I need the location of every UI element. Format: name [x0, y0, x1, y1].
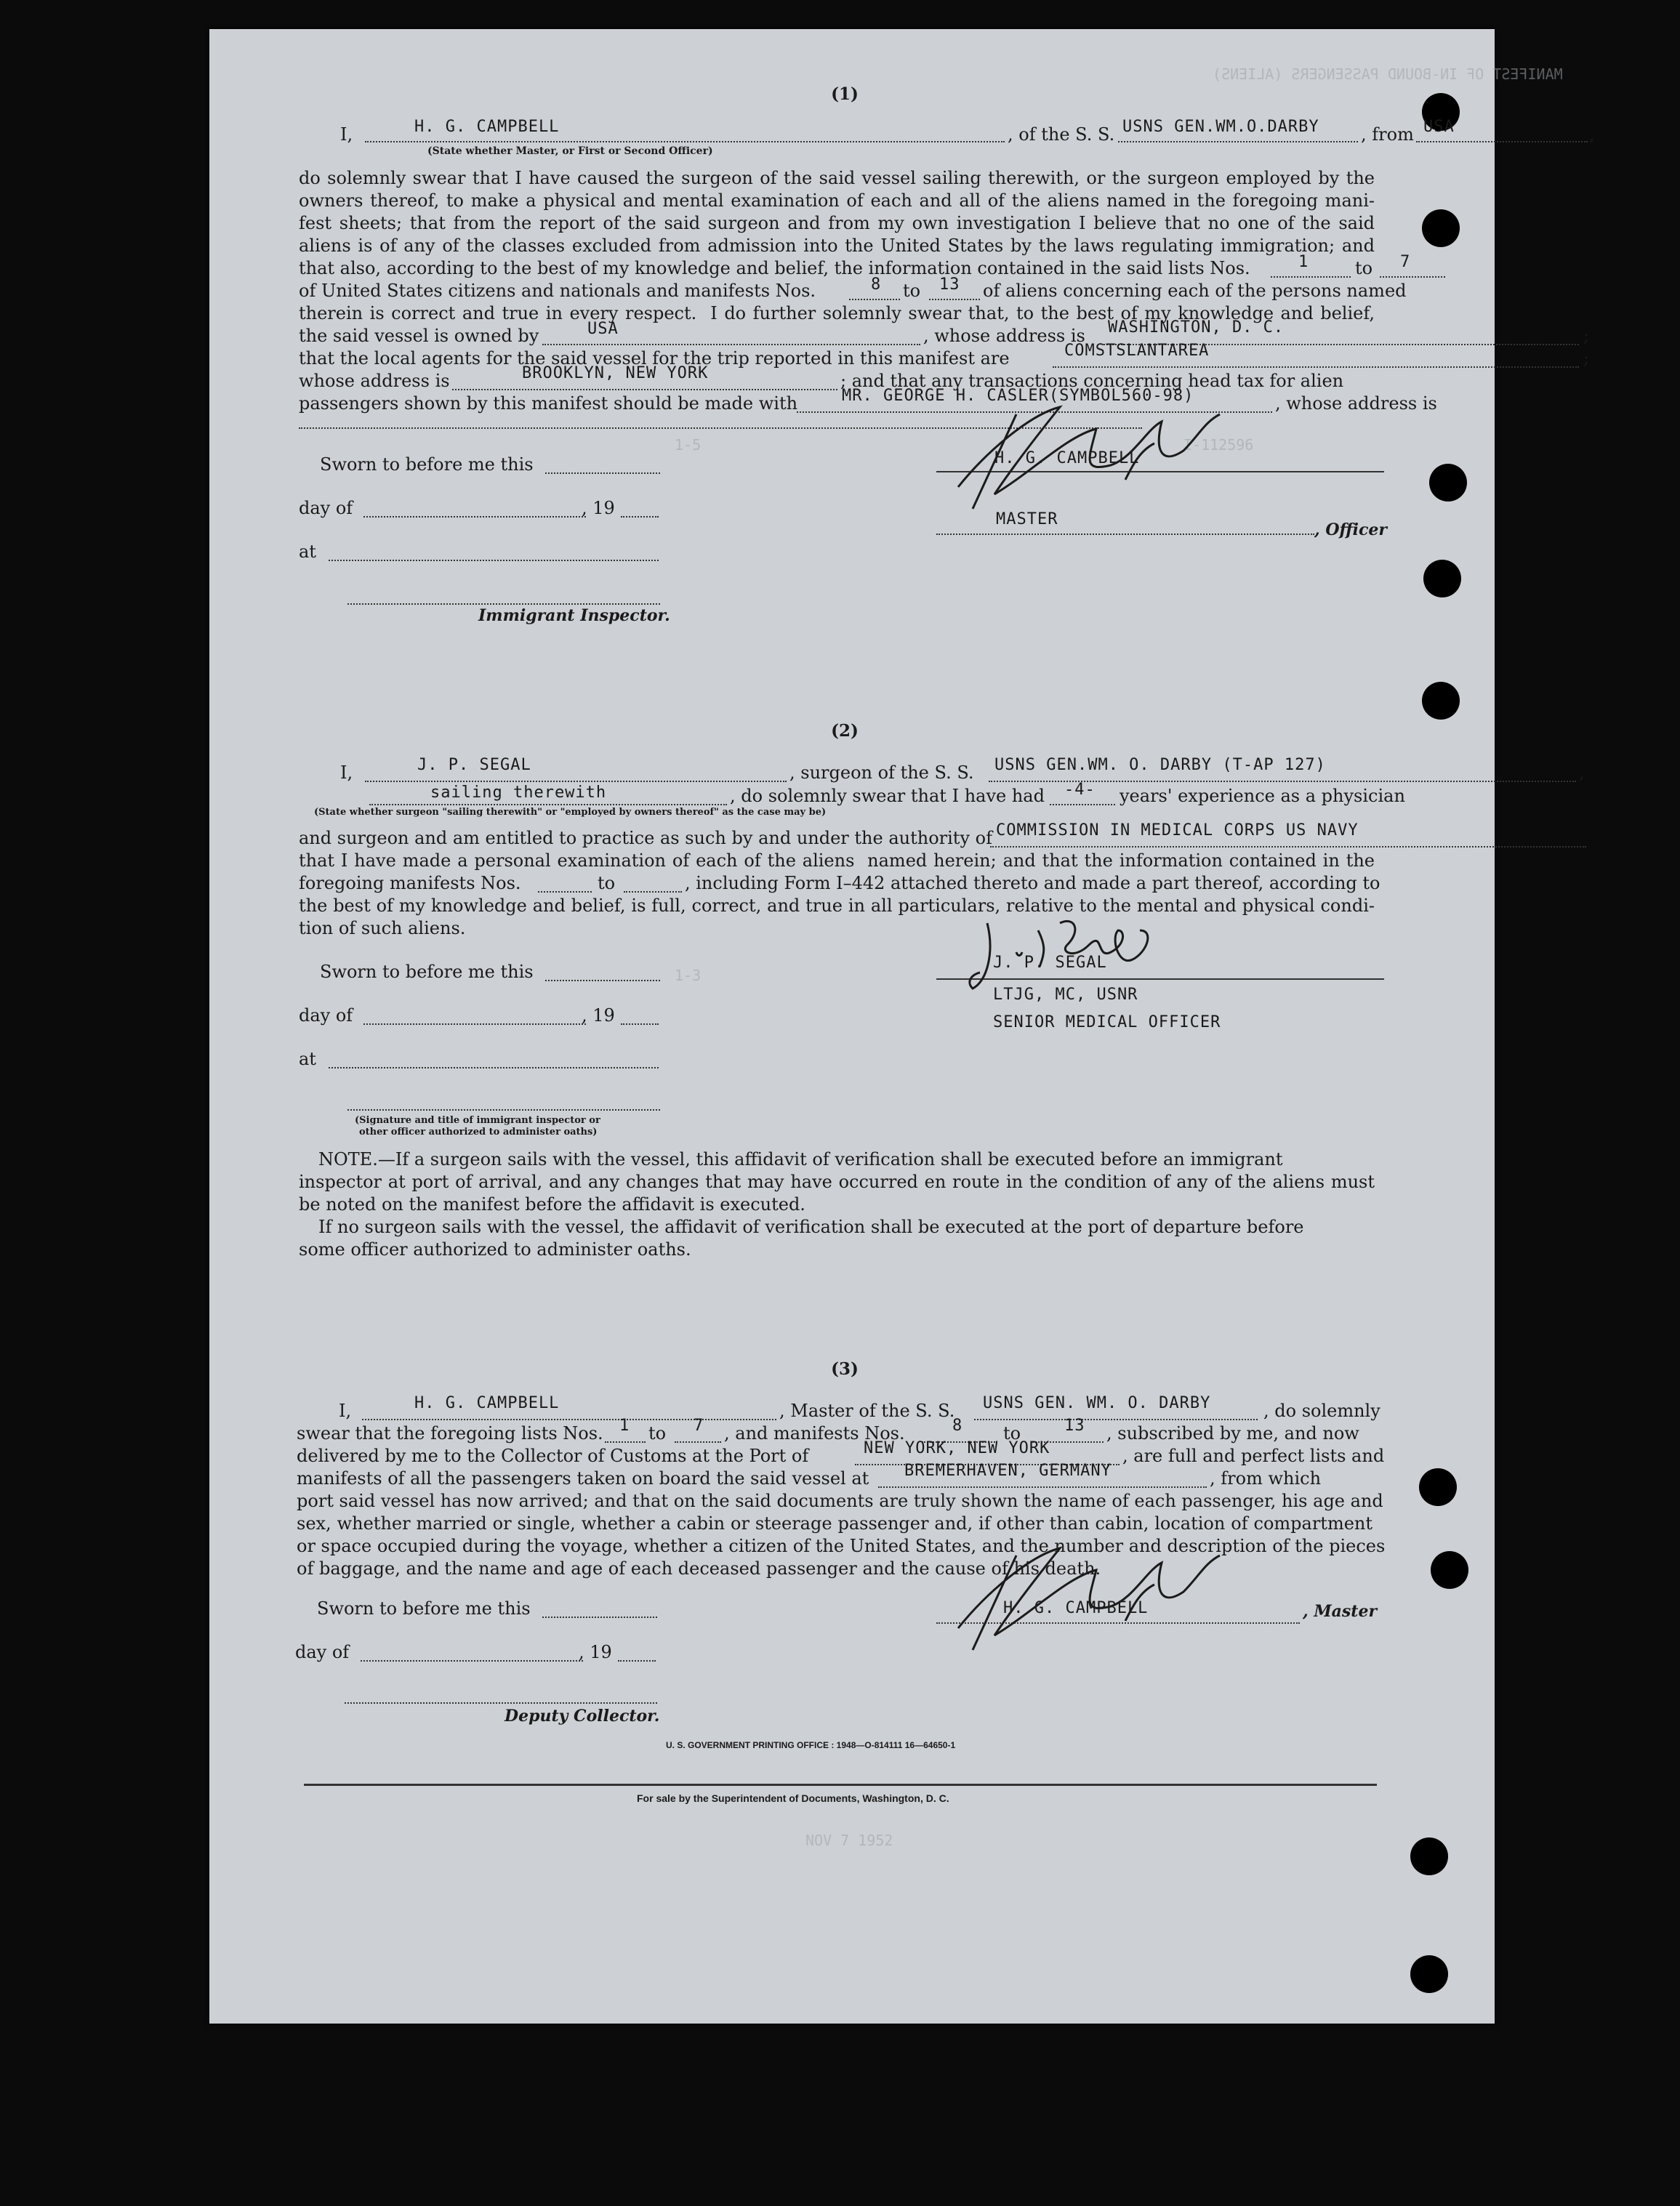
master-caption: (State whether Master, or First or Second Officer) [427, 145, 713, 157]
inspector-caption-2: other officer authorized to administer oaths) [359, 1127, 598, 1138]
year-label-1: , 19 [582, 498, 615, 518]
surgeon-signature [958, 909, 1191, 996]
punch-hole [1431, 1551, 1468, 1589]
owner-address-field: WASHINGTON, D. C. [1108, 318, 1285, 337]
officer-name-field: H. G. CAMPBELL [994, 449, 1140, 467]
bleed-through-text: NOV 7 1952 [805, 1832, 893, 1849]
note-line-3: be noted on the manifest before the affidavit is executed. [299, 1194, 805, 1215]
from-port-line [1416, 141, 1588, 142]
inspector-caption-1: (Signature and title of immigrant inspector or [355, 1115, 600, 1126]
master-signature-1 [944, 385, 1249, 516]
oath-line-1: do solemnly swear that I have caused the surgeon of the said vessel sailing therewith, or the surgeon employed by the [299, 168, 1375, 188]
surgeon-signer-title: SENIOR MEDICAL OFFICER [993, 1013, 1221, 1031]
note-line-2: inspector at port of arrival, and any changes that may have occurred en route in the condition of any of the aliens must [299, 1172, 1375, 1192]
punch-hole [1423, 560, 1461, 597]
surgeon-vessel-field: USNS GEN.WM. O. DARBY (T-AP 127) [994, 756, 1326, 774]
immigrant-inspector-label: Immigrant Inspector. [478, 606, 670, 625]
section-number-1: (1) [831, 84, 859, 104]
manifests-to-field-3: 13 [1064, 1417, 1085, 1435]
officer-label: , Officer [1314, 520, 1388, 539]
head-tax-contact-field: MR. GEORGE H. CASLER(SYMBOL560-98) [842, 387, 1194, 405]
manifests-to-field: 13 [939, 275, 960, 294]
master-name-field: H. G. CAMPBELL [414, 118, 560, 136]
note-line-4: If no surgeon sails with the vessel, the affidavit of verification shall be executed at the port of departure before [318, 1217, 1304, 1237]
lists-from-field: 1 [1298, 253, 1309, 271]
master-name-line [365, 141, 1005, 142]
lists-to-field-3: 7 [694, 1417, 704, 1435]
sale-note: For sale by the Superintendent of Documents, Washington, D. C. [637, 1792, 949, 1804]
master-signature-3 [944, 1526, 1249, 1657]
from-port-field: USA [1423, 118, 1455, 136]
oath-line-3: fest sheets; that from the report of the said surgeon and from my own investigation I believe that no one of the said [299, 213, 1375, 233]
note-line-1: NOTE.—If a surgeon sails with the vessel, this affidavit of verification shall be executed before an immigrant [318, 1149, 1283, 1170]
sailing-status-field: sailing therewith [430, 784, 607, 802]
owner-field: USA [587, 320, 619, 338]
at-label-2: at [299, 1049, 316, 1069]
sailing-caption: (State whether surgeon "sailing therewith" or "employed by owners thereof" as the case may be) [314, 807, 827, 818]
arrival-port-field: NEW YORK, NEW YORK [864, 1439, 1050, 1457]
surgeon-name-field: J. P. SEGAL [417, 756, 531, 774]
vessel-name-line [1118, 141, 1358, 142]
oath-line-5: that also, according to the best of my knowledge and belief, the information contained in the said lists Nos. [299, 258, 1250, 278]
manifests-from-field-3: 8 [952, 1417, 963, 1435]
punch-hole [1422, 682, 1460, 720]
surgeon-signer-rank: LTJG, MC, USNR [993, 986, 1138, 1004]
punch-hole [1419, 1468, 1457, 1506]
day-label-1: day of [299, 498, 353, 518]
day-label-3: day of [295, 1642, 350, 1662]
at-label-1: at [299, 542, 316, 562]
deputy-collector-label: Deputy Collector. [505, 1707, 660, 1726]
punch-hole [1410, 1837, 1448, 1875]
day-label-2: day of [299, 1005, 353, 1026]
bleed-through-text: 1-5 [675, 436, 702, 454]
oath-line-2: owners thereof, to make a physical and mental examination of each and all of the aliens named in the foregoing mani- [299, 190, 1375, 211]
section-number-3: (3) [831, 1359, 859, 1379]
sworn-label-1: Sworn to before me this [320, 454, 534, 475]
sworn-label-3: Sworn to before me this [317, 1598, 531, 1619]
of-the-ss-label: , of the S. S. [1008, 124, 1115, 145]
years-experience-field: -4- [1064, 781, 1096, 799]
bleed-through-text: I-112596 [1183, 436, 1254, 454]
vessel-name-field: USNS GEN.WM.O.DARBY [1122, 118, 1319, 136]
oath-line-4: aliens is of any of the classes excluded from admission into the United States by the laws regulating immigration; and [299, 236, 1375, 256]
lists-to-field: 7 [1400, 253, 1411, 271]
note-line-5: some officer authorized to administer oaths. [299, 1239, 691, 1260]
bleed-through-text: MANIFEST OF IN-BOUND PASSENGERS (ALIENS) [1213, 65, 1563, 83]
printing-office-note: U. S. GOVERNMENT PRINTING OFFICE : 1948—O-814111 16—64650-1 [666, 1740, 956, 1750]
local-agent-field: COMSTSLANTAREA [1064, 342, 1210, 360]
punch-hole [1410, 1955, 1448, 1993]
section-number-2: (2) [831, 721, 859, 741]
lists-from-field-3: 1 [619, 1417, 630, 1435]
master-signer-name-3: H. G. CAMPBELL [1003, 1599, 1149, 1617]
from-label: , from [1361, 124, 1414, 145]
vessel-name-field-3: USNS GEN. WM. O. DARBY [983, 1394, 1211, 1412]
master-name-field-3: H. G. CAMPBELL [414, 1394, 560, 1412]
officer-title-field: MASTER [996, 510, 1058, 528]
bleed-through-text: 1-3 [675, 967, 702, 984]
punch-hole [1429, 464, 1467, 502]
master-statement: I, [340, 124, 353, 145]
manifest-page: MANIFEST OF IN-BOUND PASSENGERS (ALIENS) 1-5 I-112596 1-3 NOV 7 1952 (1) I, H. G. CAMPBELL , of the S. S. USNS GEN.WM.O.DARBY , from USA , (State whether Master, or First or Second Officer) do solemnly swear that I have caused the surgeon of the said vessel sailing therewith, or the surgeon employed by the owners thereof, to make a physical and mental examination of each and all of the aliens named in the foregoing mani- fest sheets; that from the report of the said surgeon and from my own investigation I believe that no one of the said aliens is of any of the classes excluded from admission into the United States by the laws regulating immigration; and that also, according to the best of my knowledge and belief, the information contained in the said lists Nos. 1 to 7 of United States citizens and nationals and manifests Nos. 8 to 13 of aliens concerning each of the persons named therein is correct and true in every respect. I do further solemnly swear that, to the best of my knowledge and belief, the said vessel is owned by USA , whose address is WASHINGTON, D. C. ; that the local agents for the said vessel for the trip reported in this manifest are COMSTSLANTAREA ; whose address is BROOKLYN, NEW YORK ; and that any transactions concerning head tax for alien passengers shown by this manifest should be made with MR. GEORGE H. CASLER(SYMBOL560-98) , whose address is Sworn to before me this day of , 19 at Immigrant Inspector. H. G. CAMPBELL MASTER , Officer (2) I, J. P. SEGAL , surgeon of the S. S. USNS GEN.WM. O. DARBY (T-AP 127) , sailing therewith , do solemnly swear that I have had -4- years' experience as a physician (State whether surgeon "sailing therewith" or "employed by owners thereof" as the case may be) and surgeon and am entitled to practice as such by and under the authority of COMMISSION IN MEDICAL CORPS US NAVY that I have made a personal examination of each of the aliens named herein; and that the information contained in the foregoing manifests Nos. to , including Form I–442 attached thereto and made a part thereof, according to the best of my knowledge and belief, is full, correct, and true in all particulars, relative to the mental and physical condi- tion of such aliens. Sworn to before me this day of , 19 at (Signature and title of immigrant inspector or other officer authorized to administer oaths) J. P. SEGAL LTJG, MC, USNR SENIOR MEDICAL OFFICER NOTE.—If a surgeon sails with the vessel, this affidavit of verification shall be executed before an immigrant inspector at port of arrival, and any changes that may have occurred en route in the condition of any of the aliens must be noted on the manifest before the affidavit is executed. If no surgeon sails with the vessel, the affidavit of verification shall be executed at the port of departure before some officer authorized to administer oaths. (3) I, H. G. CAMPBELL , Master of the S. S. USNS GEN. WM. O. DARBY , do solemnly swear that the foregoing lists Nos. 1 to 7 , and manifests Nos. 8 to 13 , subscribed by me, and now delivered by me to the Collector of Customs at the Port of NEW YORK, NEW YORK , are full and perfect lists and manifests of all the passengers taken on board the said vessel at BREMERHAVEN, GERMANY , from which port said vessel has now arrived; and that on the said documents are truly shown the name of each passenger, his age and sex, whether married or single, whether a cabin or steerage passenger and, if other than cabin, location of compartment or space occupied during the voyage, whether a citizen of the United States, and the number and description of the pieces of baggage, and the name and age of each deceased passenger and the cause of his death. Sworn to before me this day of , 19 Deputy Collector. H. G. CAMPBELL , Master U. S. GOVERNMENT PRINTING OFFICE : 1948—O-814111 16—64650-1 For sale by the Superintendent of Documents, Washington, D. C. [209, 29, 1495, 2024]
manifests-from-field: 8 [871, 275, 882, 294]
agent-address-field: BROOKLYN, NEW YORK [522, 364, 709, 382]
sworn-label-2: Sworn to before me this [320, 962, 534, 982]
surgeon-signer-name: J. P. SEGAL [993, 954, 1107, 972]
year-label-2: , 19 [582, 1005, 615, 1026]
departure-port-field: BREMERHAVEN, GERMANY [904, 1462, 1112, 1480]
punch-hole [1422, 209, 1460, 247]
master-label: , Master [1303, 1602, 1378, 1621]
year-label-3: , 19 [579, 1642, 612, 1662]
authority-field: COMMISSION IN MEDICAL CORPS US NAVY [996, 821, 1359, 840]
